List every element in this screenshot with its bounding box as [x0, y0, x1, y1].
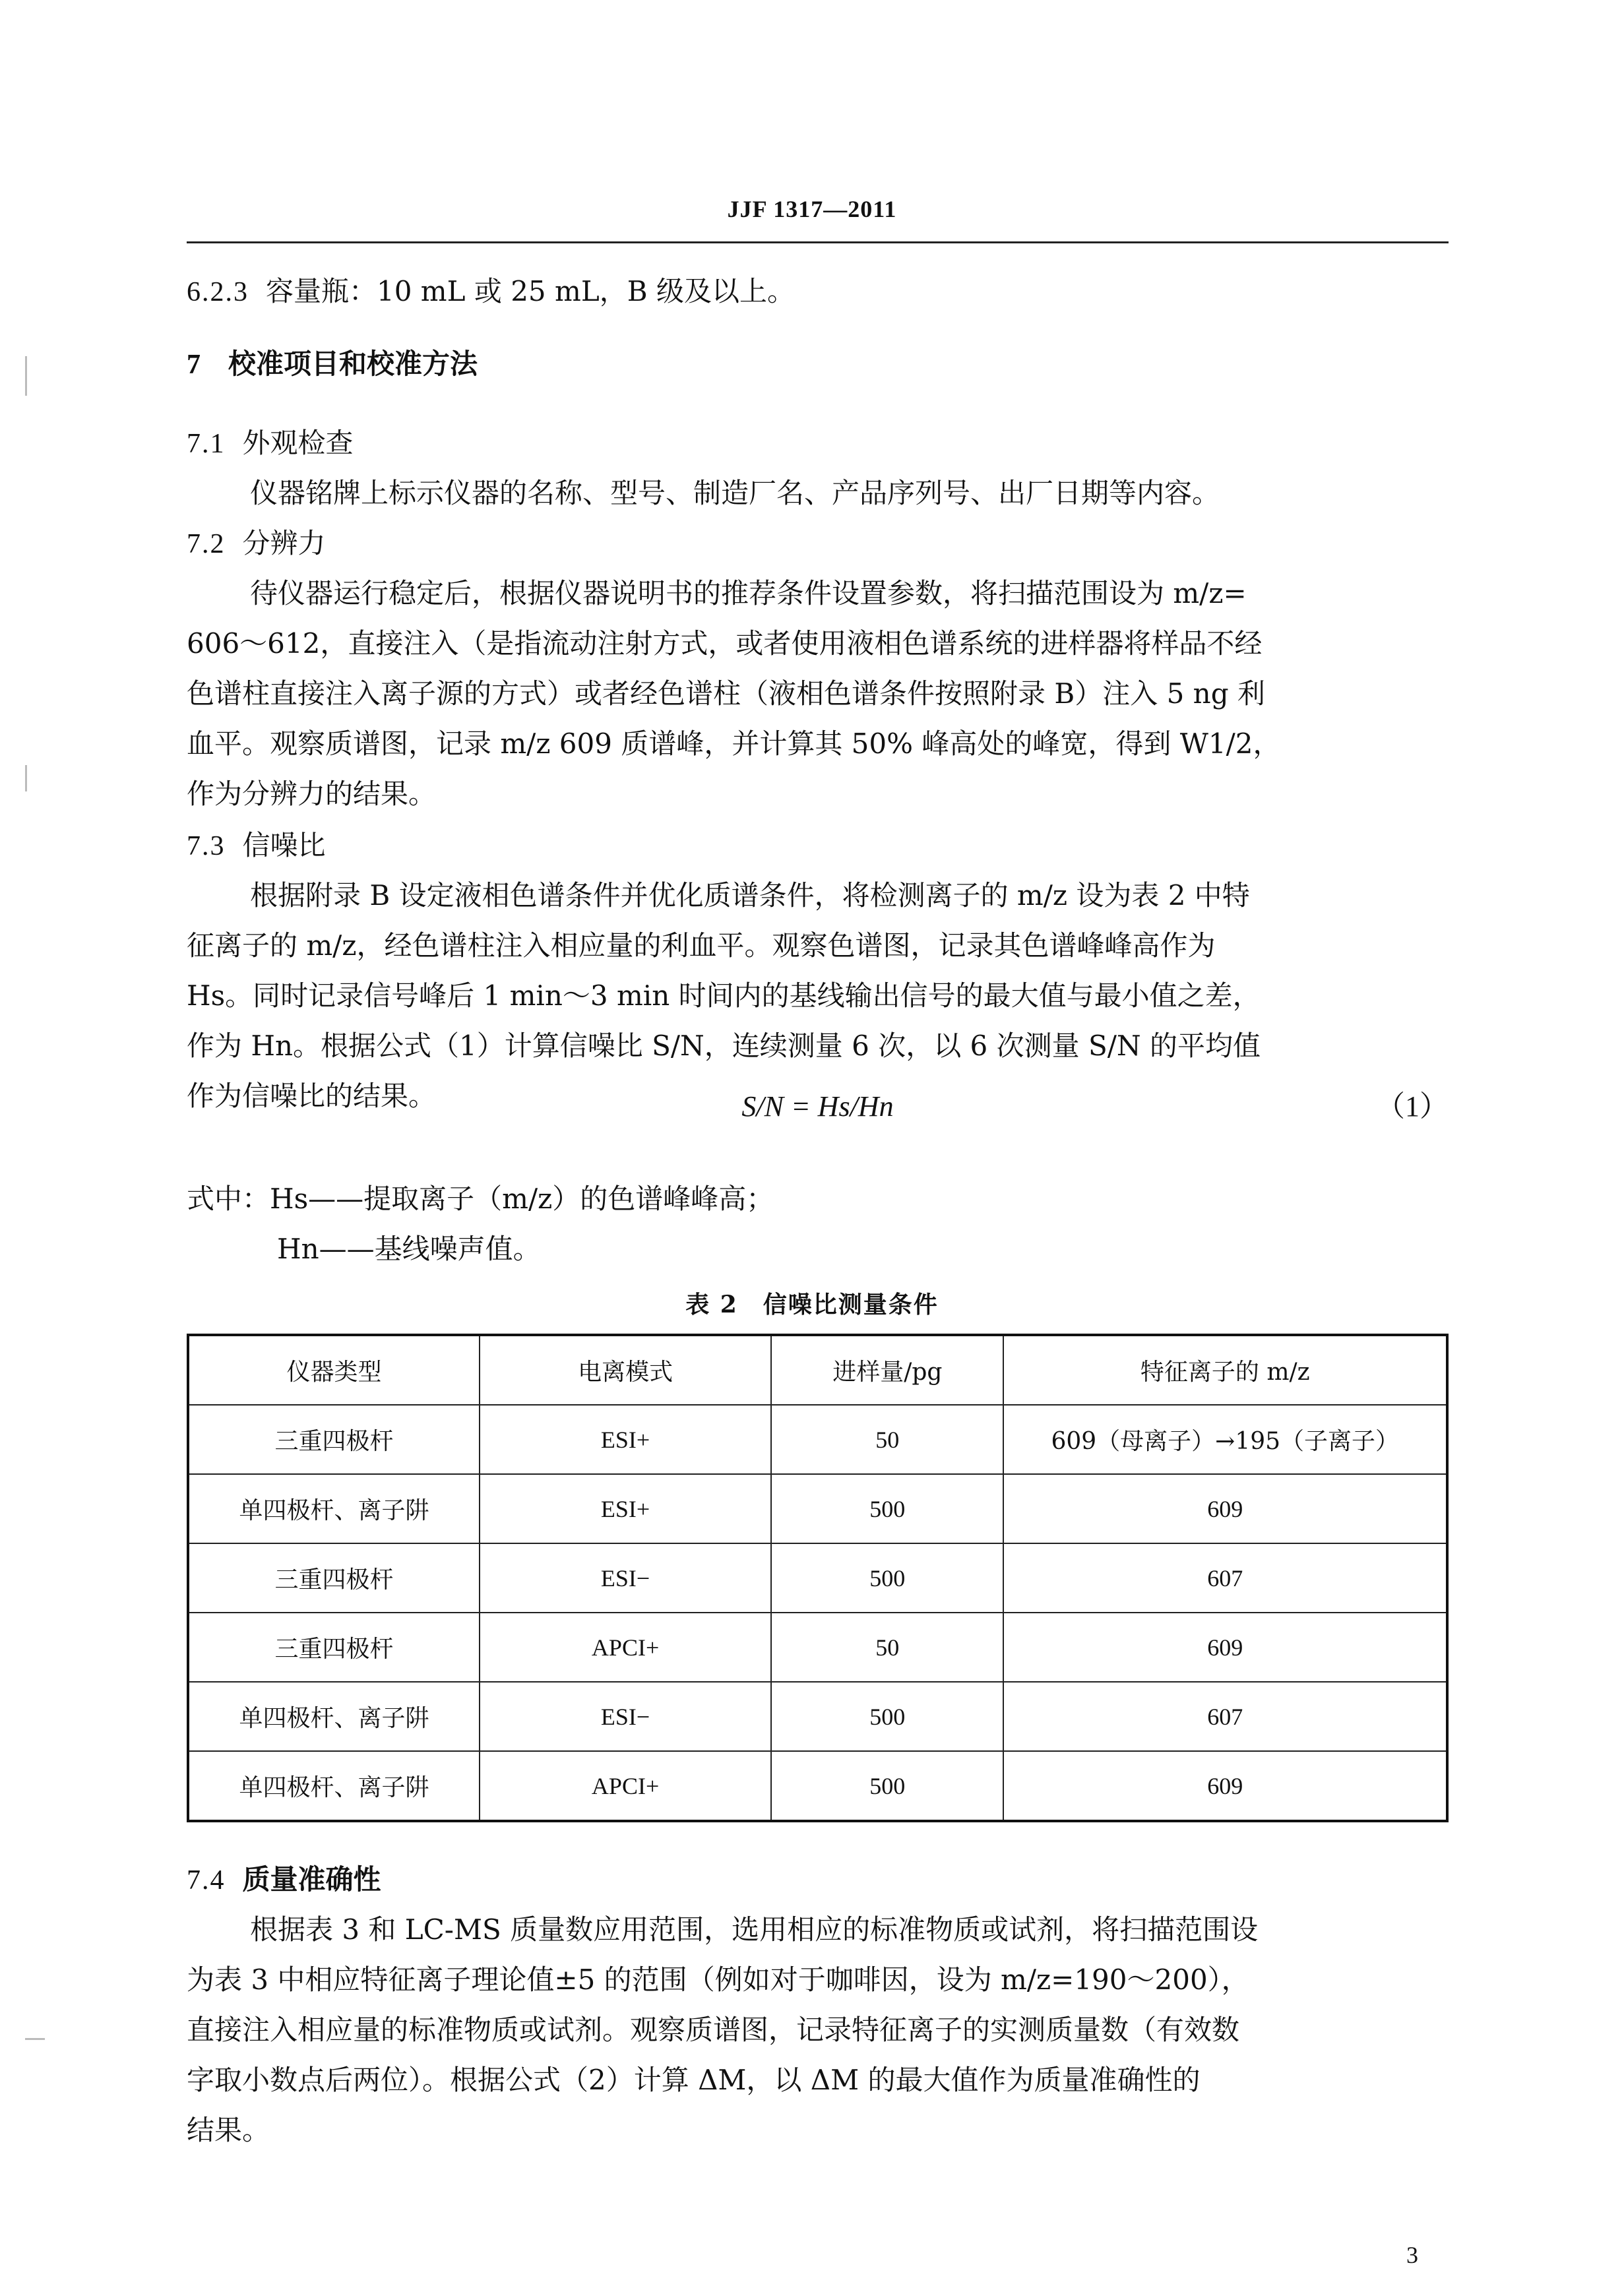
table-cell: 单四极杆、离子阱 — [188, 1751, 480, 1821]
table-cell: 三重四极杆 — [188, 1543, 480, 1613]
paragraph-line: 根据附录 B 设定液相色谱条件并优化质谱条件，将检测离子的 m/z 设为表 2 中特 — [250, 879, 1250, 911]
section-7-1-body: 仪器铭牌上标示仪器的名称、型号、制造厂名、产品序列号、出厂日期等内容。 — [250, 477, 1220, 509]
table-row — [188, 1751, 1447, 1821]
formula-number: （1） — [1376, 1090, 1449, 1123]
table-cell: ESI+ — [480, 1405, 771, 1474]
section-number: 6.2.3 — [187, 277, 249, 307]
header-rule — [187, 241, 1449, 243]
section-7-4-body — [187, 1905, 1449, 2155]
table-cell: 50 — [771, 1613, 1003, 1682]
paragraph-line: Hs。同时记录信号峰后 1 min～3 min 时间内的基线输出信号的最大值与最小值之差， — [187, 979, 1261, 1012]
table-cell: 609 — [1003, 1613, 1447, 1682]
section-6-2-3 — [187, 266, 1449, 317]
paragraph-line: 待仪器运行稳定后，根据仪器说明书的推荐条件设置参数，将扫描范围设为 m/z= — [250, 577, 1247, 609]
table-cell: APCI+ — [480, 1613, 771, 1682]
section-title: 信噪比 — [242, 829, 326, 861]
section-7-2-heading — [187, 518, 1449, 569]
table-cell: 609 — [1003, 1751, 1447, 1821]
snr-conditions-table — [187, 1334, 1449, 1822]
standard-code: JJF 1317—2011 — [727, 196, 897, 222]
section-7-3-heading — [187, 820, 1449, 871]
table-cell: 单四极杆、离子阱 — [188, 1474, 480, 1543]
paragraph-line: 为表 3 中相应特征离子理论值±5 的范围（例如对于咖啡因，设为 m/z=190～200）， — [187, 1963, 1249, 1996]
table-cell: ESI− — [480, 1543, 771, 1613]
paragraph-line: 直接注入相应量的标准物质或试剂。观察质谱图，记录特征离子的实测质量数（有效数 — [187, 2014, 1240, 2046]
paragraph-line: 征离子的 m/z，经色谱柱注入相应量的利血平。观察色谱图，记录其色谱峰峰高作为 — [187, 929, 1216, 962]
table-cell: 单四极杆、离子阱 — [188, 1682, 480, 1751]
paragraph-line: 色谱柱直接注入离子源的方式）或者经色谱柱（液相色谱条件按照附录 B）注入 5 ng 利 — [187, 677, 1265, 710]
formula-legend-line-1: 式中：Hs——提取离子（m/z）的色谱峰峰高； — [187, 1183, 774, 1215]
section-7-heading — [187, 339, 1449, 390]
section-title: 分辨力 — [242, 527, 326, 559]
table-cell: 三重四极杆 — [188, 1405, 480, 1474]
table-row — [188, 1613, 1447, 1682]
section-title: 质量准确性 — [242, 1863, 381, 1896]
section-7-1-heading — [187, 418, 1449, 469]
section-7-2-body — [187, 569, 1449, 819]
section-number: 7.4 — [187, 1865, 226, 1896]
scan-mark — [25, 356, 27, 396]
table-cell: 607 — [1003, 1682, 1447, 1751]
table-row — [188, 1474, 1447, 1543]
table-cell: 三重四极杆 — [188, 1613, 480, 1682]
table-cell: 609（母离子）→195（子离子） — [1003, 1405, 1447, 1474]
table-cell: 500 — [771, 1474, 1003, 1543]
table-header-cell: 特征离子的 m/z — [1003, 1335, 1447, 1405]
table-row — [188, 1543, 1447, 1613]
table-cell: ESI+ — [480, 1474, 771, 1543]
table-cell: APCI+ — [480, 1751, 771, 1821]
paragraph-line: 血平。观察质谱图，记录 m/z 609 质谱峰，并计算其 50% 峰高处的峰宽，得到 W1/2， — [187, 727, 1281, 760]
section-number: 7.2 — [187, 529, 226, 559]
formula-legend-line-2: Hn——基线噪声值。 — [277, 1233, 541, 1265]
table-cell: 607 — [1003, 1543, 1447, 1613]
paragraph-line: 606～612，直接注入（是指流动注射方式，或者使用液相色谱系统的进样器将样品不经 — [187, 627, 1263, 660]
section-7-4-heading — [187, 1855, 1449, 1905]
section-number: 7 — [187, 350, 202, 380]
paragraph-line: 字取小数点后两位）。根据公式（2）计算 ΔM，以 ΔM 的最大值作为质量准确性的 — [187, 2064, 1201, 2096]
table-cell: 500 — [771, 1682, 1003, 1751]
page-number: 3 — [1406, 2242, 1418, 2268]
table-header-row — [188, 1335, 1447, 1405]
table-cell: 50 — [771, 1405, 1003, 1474]
scan-mark — [25, 765, 27, 791]
paragraph-line: 作为 Hn。根据公式（1）计算信噪比 S/N，连续测量 6 次，以 6 次测量 S/N 的平均值 — [187, 1030, 1261, 1062]
table-caption: 表 2 信噪比测量条件 — [685, 1291, 939, 1318]
table-row — [188, 1405, 1447, 1474]
table-header-cell: 电离模式 — [480, 1335, 771, 1405]
paragraph-line: 结果。 — [187, 2114, 270, 2146]
formula-expression: S/N = Hs/Hn — [741, 1090, 894, 1123]
formula-1 — [187, 1082, 1449, 1132]
table-row — [188, 1682, 1447, 1751]
section-title: 外观检查 — [242, 427, 354, 459]
paragraph-line: 作为信噪比的结果。 — [187, 1080, 437, 1112]
table-cell: 500 — [771, 1543, 1003, 1613]
section-text: 容量瓶：10 mL 或 25 mL，B 级及以上。 — [266, 275, 795, 307]
section-number: 7.3 — [187, 831, 226, 861]
paragraph-line: 根据表 3 和 LC-MS 质量数应用范围，选用相应的标准物质或试剂，将扫描范围设 — [250, 1913, 1259, 1946]
table-cell: ESI− — [480, 1682, 771, 1751]
paragraph-line: 作为分辨力的结果。 — [187, 778, 437, 810]
section-title: 校准项目和校准方法 — [228, 348, 478, 380]
section-number: 7.1 — [187, 429, 226, 459]
table-header-cell: 进样量/pg — [771, 1335, 1003, 1405]
table-cell: 500 — [771, 1751, 1003, 1821]
table-cell: 609 — [1003, 1474, 1447, 1543]
scan-mark — [25, 2038, 45, 2040]
table-header-cell: 仪器类型 — [188, 1335, 480, 1405]
